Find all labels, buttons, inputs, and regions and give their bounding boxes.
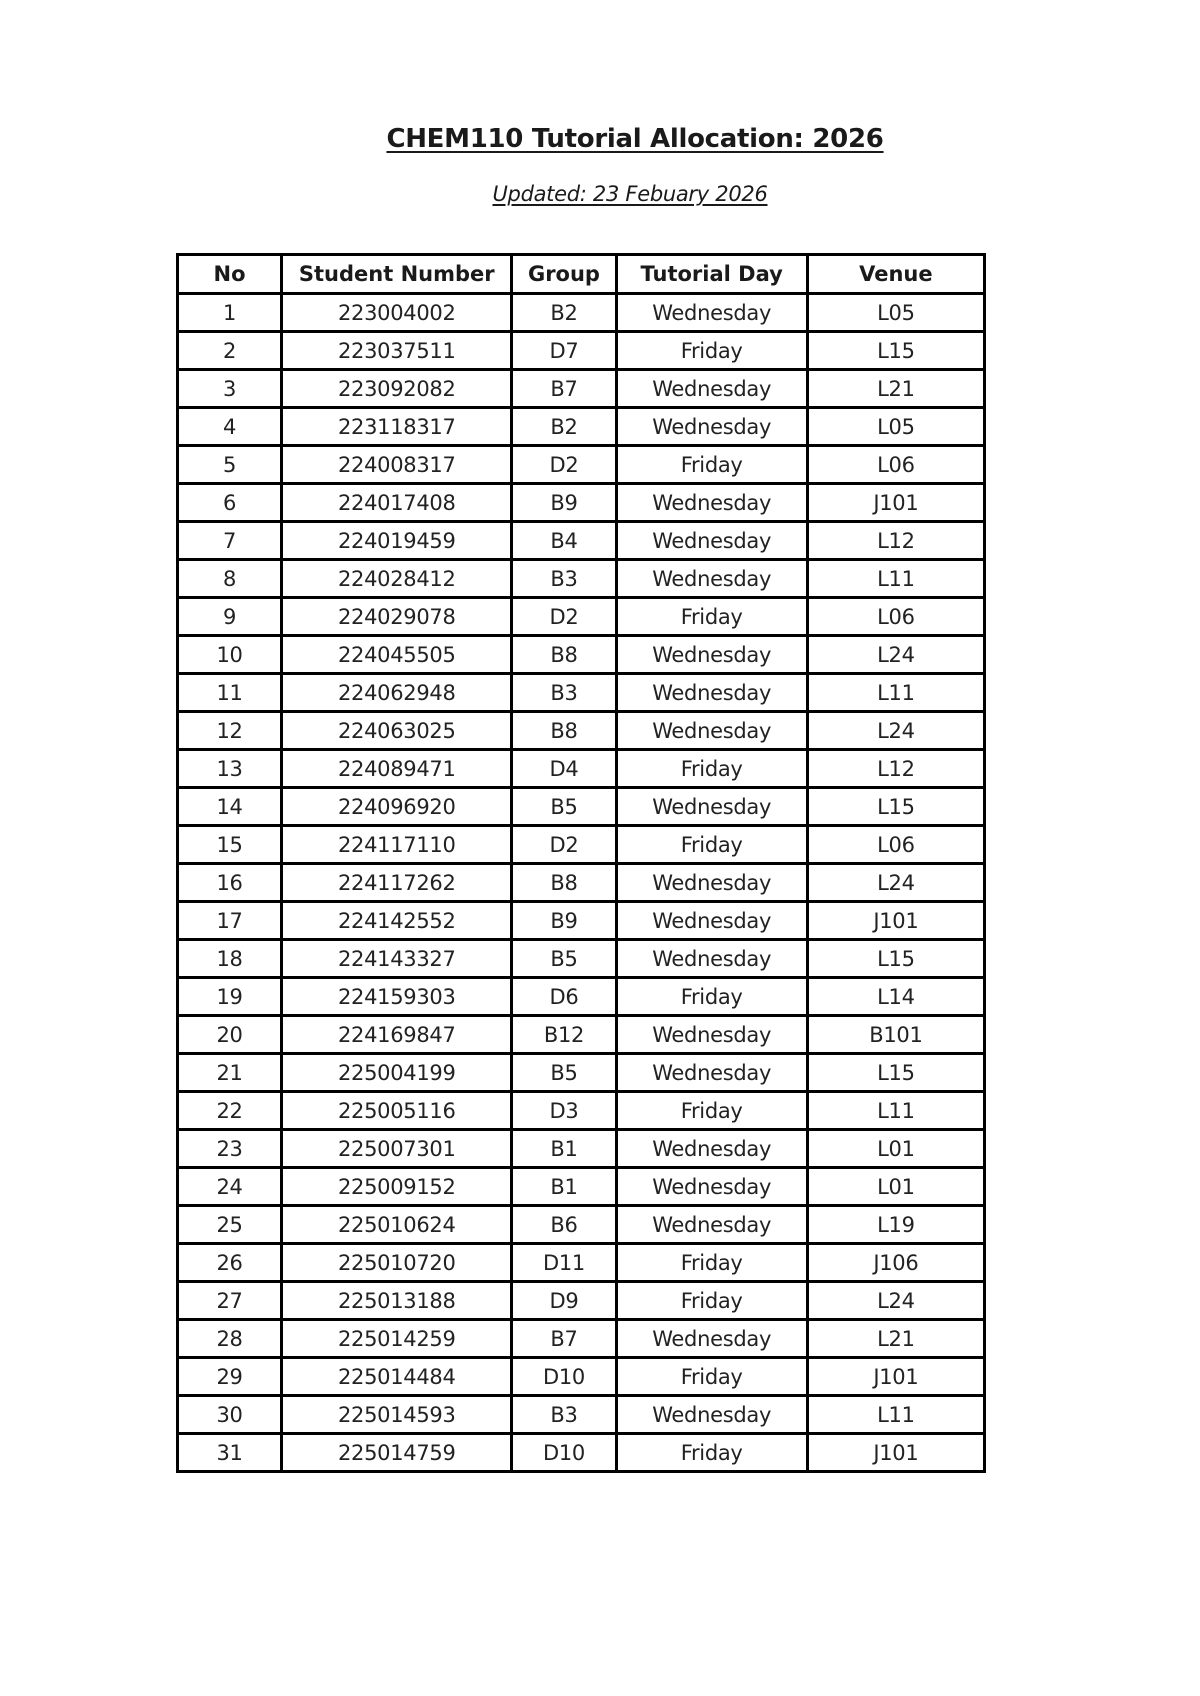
cell-no: 22 <box>178 1092 282 1130</box>
cell-tutorial-day: Wednesday <box>616 370 807 408</box>
cell-tutorial-day: Wednesday <box>616 522 807 560</box>
cell-no: 13 <box>178 750 282 788</box>
cell-venue: L14 <box>807 978 984 1016</box>
cell-group: B9 <box>512 902 616 940</box>
cell-tutorial-day: Wednesday <box>616 1396 807 1434</box>
header-row <box>178 255 985 294</box>
cell-venue: L01 <box>807 1130 984 1168</box>
cell-tutorial-day: Wednesday <box>616 1130 807 1168</box>
cell-tutorial-day: Wednesday <box>616 788 807 826</box>
cell-student-number: 225005116 <box>282 1092 512 1130</box>
table-row <box>178 484 985 522</box>
table-row <box>178 1396 985 1434</box>
cell-group: B1 <box>512 1130 616 1168</box>
table-row <box>178 712 985 750</box>
cell-no: 15 <box>178 826 282 864</box>
cell-no: 2 <box>178 332 282 370</box>
cell-venue: L11 <box>807 560 984 598</box>
cell-tutorial-day: Friday <box>616 598 807 636</box>
table-row <box>178 750 985 788</box>
cell-group: B6 <box>512 1206 616 1244</box>
cell-venue: J101 <box>807 902 984 940</box>
table-row <box>178 598 985 636</box>
cell-student-number: 224045505 <box>282 636 512 674</box>
cell-student-number: 223037511 <box>282 332 512 370</box>
cell-tutorial-day: Wednesday <box>616 1320 807 1358</box>
cell-tutorial-day: Friday <box>616 1282 807 1320</box>
cell-group: B9 <box>512 484 616 522</box>
cell-no: 20 <box>178 1016 282 1054</box>
cell-tutorial-day: Friday <box>616 332 807 370</box>
cell-tutorial-day: Wednesday <box>616 902 807 940</box>
cell-group: D2 <box>512 598 616 636</box>
cell-group: D4 <box>512 750 616 788</box>
cell-student-number: 225007301 <box>282 1130 512 1168</box>
cell-venue: L21 <box>807 1320 984 1358</box>
cell-no: 12 <box>178 712 282 750</box>
cell-student-number: 223092082 <box>282 370 512 408</box>
table-row <box>178 826 985 864</box>
table-row <box>178 978 985 1016</box>
header-student-number: Student Number <box>282 255 512 294</box>
cell-venue: L24 <box>807 864 984 902</box>
cell-venue: L15 <box>807 1054 984 1092</box>
table-row <box>178 1130 985 1168</box>
cell-tutorial-day: Wednesday <box>616 408 807 446</box>
cell-tutorial-day: Friday <box>616 1434 807 1472</box>
cell-no: 30 <box>178 1396 282 1434</box>
cell-no: 3 <box>178 370 282 408</box>
cell-tutorial-day: Wednesday <box>616 484 807 522</box>
cell-group: D3 <box>512 1092 616 1130</box>
cell-student-number: 224169847 <box>282 1016 512 1054</box>
table-body <box>178 294 985 1472</box>
cell-tutorial-day: Wednesday <box>616 1054 807 1092</box>
cell-group: D2 <box>512 826 616 864</box>
table-row <box>178 1358 985 1396</box>
cell-venue: J101 <box>807 1358 984 1396</box>
cell-venue: J106 <box>807 1244 984 1282</box>
cell-group: B2 <box>512 294 616 332</box>
cell-student-number: 224029078 <box>282 598 512 636</box>
cell-venue: L19 <box>807 1206 984 1244</box>
cell-venue: L24 <box>807 712 984 750</box>
cell-student-number: 225009152 <box>282 1168 512 1206</box>
cell-group: B3 <box>512 560 616 598</box>
cell-group: D10 <box>512 1358 616 1396</box>
cell-group: B3 <box>512 674 616 712</box>
cell-venue: L05 <box>807 408 984 446</box>
cell-student-number: 224142552 <box>282 902 512 940</box>
cell-group: B4 <box>512 522 616 560</box>
cell-student-number: 225004199 <box>282 1054 512 1092</box>
cell-tutorial-day: Wednesday <box>616 940 807 978</box>
cell-venue: B101 <box>807 1016 984 1054</box>
cell-no: 26 <box>178 1244 282 1282</box>
cell-group: D6 <box>512 978 616 1016</box>
table-row <box>178 788 985 826</box>
cell-tutorial-day: Wednesday <box>616 636 807 674</box>
cell-tutorial-day: Wednesday <box>616 1206 807 1244</box>
cell-student-number: 224143327 <box>282 940 512 978</box>
cell-tutorial-day: Wednesday <box>616 712 807 750</box>
cell-group: B5 <box>512 1054 616 1092</box>
cell-group: D11 <box>512 1244 616 1282</box>
cell-student-number: 224019459 <box>282 522 512 560</box>
cell-student-number: 224062948 <box>282 674 512 712</box>
table-row <box>178 1282 985 1320</box>
header-tutorial-day: Tutorial Day <box>616 255 807 294</box>
table-row <box>178 332 985 370</box>
cell-venue: L06 <box>807 826 984 864</box>
header-venue: Venue <box>807 255 984 294</box>
cell-student-number: 225014259 <box>282 1320 512 1358</box>
cell-group: B12 <box>512 1016 616 1054</box>
cell-venue: L15 <box>807 788 984 826</box>
cell-venue: L12 <box>807 750 984 788</box>
cell-student-number: 224008317 <box>282 446 512 484</box>
cell-group: B8 <box>512 636 616 674</box>
cell-tutorial-day: Friday <box>616 978 807 1016</box>
table-row <box>178 408 985 446</box>
cell-no: 25 <box>178 1206 282 1244</box>
cell-student-number: 225010720 <box>282 1244 512 1282</box>
cell-student-number: 223118317 <box>282 408 512 446</box>
cell-venue: L24 <box>807 636 984 674</box>
cell-group: D2 <box>512 446 616 484</box>
cell-venue: J101 <box>807 1434 984 1472</box>
cell-no: 23 <box>178 1130 282 1168</box>
cell-student-number: 225014759 <box>282 1434 512 1472</box>
cell-group: D7 <box>512 332 616 370</box>
table-row <box>178 446 985 484</box>
cell-group: B5 <box>512 788 616 826</box>
table-row <box>178 1016 985 1054</box>
cell-no: 16 <box>178 864 282 902</box>
header-no: No <box>178 255 282 294</box>
cell-no: 29 <box>178 1358 282 1396</box>
cell-tutorial-day: Wednesday <box>616 864 807 902</box>
cell-no: 14 <box>178 788 282 826</box>
cell-no: 4 <box>178 408 282 446</box>
cell-venue: L11 <box>807 674 984 712</box>
cell-venue: L15 <box>807 332 984 370</box>
cell-student-number: 224159303 <box>282 978 512 1016</box>
cell-no: 8 <box>178 560 282 598</box>
cell-student-number: 225014484 <box>282 1358 512 1396</box>
cell-group: B1 <box>512 1168 616 1206</box>
cell-no: 5 <box>178 446 282 484</box>
cell-no: 28 <box>178 1320 282 1358</box>
cell-student-number: 224117110 <box>282 826 512 864</box>
table-row <box>178 560 985 598</box>
cell-no: 6 <box>178 484 282 522</box>
cell-group: D10 <box>512 1434 616 1472</box>
cell-venue: L06 <box>807 598 984 636</box>
allocation-table <box>176 253 986 1473</box>
cell-no: 21 <box>178 1054 282 1092</box>
cell-venue: L01 <box>807 1168 984 1206</box>
cell-tutorial-day: Wednesday <box>616 560 807 598</box>
table-row <box>178 1092 985 1130</box>
page-title: CHEM110 Tutorial Allocation: 2026 <box>386 124 884 154</box>
cell-no: 7 <box>178 522 282 560</box>
cell-venue: L12 <box>807 522 984 560</box>
cell-tutorial-day: Friday <box>616 1244 807 1282</box>
cell-tutorial-day: Wednesday <box>616 1168 807 1206</box>
cell-venue: L05 <box>807 294 984 332</box>
updated-date: Updated: 23 Febuary 2026 <box>492 182 768 206</box>
cell-student-number: 224017408 <box>282 484 512 522</box>
cell-student-number: 224089471 <box>282 750 512 788</box>
table-row <box>178 1206 985 1244</box>
cell-tutorial-day: Friday <box>616 1092 807 1130</box>
cell-no: 27 <box>178 1282 282 1320</box>
cell-venue: L15 <box>807 940 984 978</box>
cell-student-number: 225014593 <box>282 1396 512 1434</box>
cell-no: 11 <box>178 674 282 712</box>
cell-tutorial-day: Friday <box>616 750 807 788</box>
table-row <box>178 294 985 332</box>
cell-student-number: 224028412 <box>282 560 512 598</box>
cell-student-number: 225010624 <box>282 1206 512 1244</box>
cell-venue: L11 <box>807 1092 984 1130</box>
cell-student-number: 225013188 <box>282 1282 512 1320</box>
cell-group: B7 <box>512 1320 616 1358</box>
table-row <box>178 1434 985 1472</box>
cell-group: B3 <box>512 1396 616 1434</box>
cell-venue: L21 <box>807 370 984 408</box>
cell-tutorial-day: Wednesday <box>616 294 807 332</box>
cell-group: B2 <box>512 408 616 446</box>
cell-no: 24 <box>178 1168 282 1206</box>
cell-no: 18 <box>178 940 282 978</box>
cell-tutorial-day: Friday <box>616 826 807 864</box>
cell-tutorial-day: Wednesday <box>616 674 807 712</box>
table-row <box>178 370 985 408</box>
table-row <box>178 1168 985 1206</box>
cell-group: D9 <box>512 1282 616 1320</box>
cell-venue: J101 <box>807 484 984 522</box>
table-row <box>178 1054 985 1092</box>
header-group: Group <box>512 255 616 294</box>
table-row <box>178 902 985 940</box>
cell-no: 19 <box>178 978 282 1016</box>
cell-no: 31 <box>178 1434 282 1472</box>
cell-venue: L11 <box>807 1396 984 1434</box>
cell-tutorial-day: Friday <box>616 446 807 484</box>
cell-venue: L06 <box>807 446 984 484</box>
cell-student-number: 223004002 <box>282 294 512 332</box>
cell-group: B5 <box>512 940 616 978</box>
table-row <box>178 674 985 712</box>
cell-no: 17 <box>178 902 282 940</box>
cell-student-number: 224117262 <box>282 864 512 902</box>
cell-no: 10 <box>178 636 282 674</box>
cell-no: 9 <box>178 598 282 636</box>
cell-tutorial-day: Wednesday <box>616 1016 807 1054</box>
cell-student-number: 224096920 <box>282 788 512 826</box>
cell-group: B8 <box>512 864 616 902</box>
cell-group: B8 <box>512 712 616 750</box>
table-row <box>178 1320 985 1358</box>
cell-group: B7 <box>512 370 616 408</box>
table-row <box>178 522 985 560</box>
cell-tutorial-day: Friday <box>616 1358 807 1396</box>
cell-venue: L24 <box>807 1282 984 1320</box>
table-row <box>178 636 985 674</box>
table-row <box>178 1244 985 1282</box>
table-row <box>178 940 985 978</box>
cell-no: 1 <box>178 294 282 332</box>
table-row <box>178 864 985 902</box>
cell-student-number: 224063025 <box>282 712 512 750</box>
